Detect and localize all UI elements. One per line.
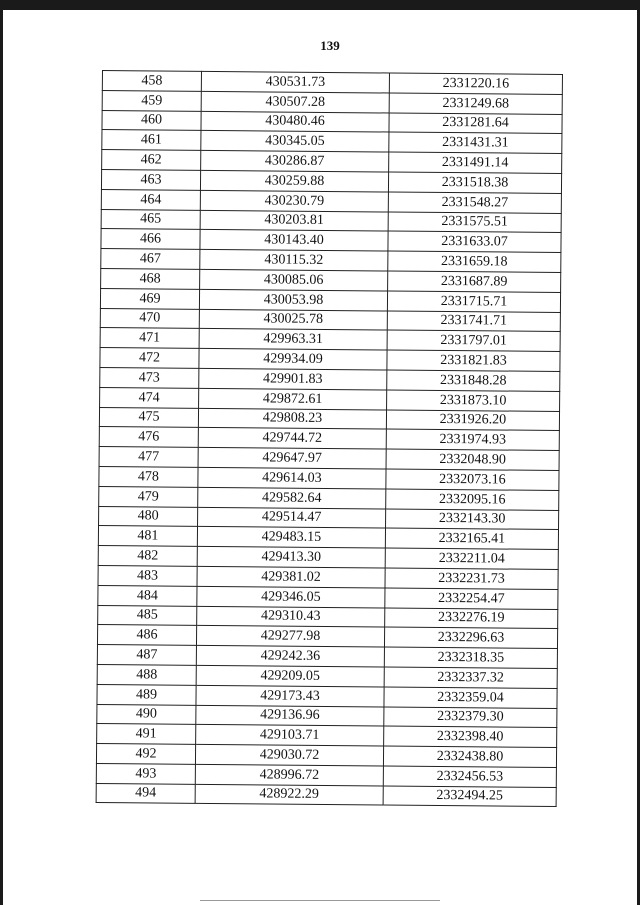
x-coordinate-cell: 429614.03 (198, 467, 386, 488)
x-coordinate-cell: 429209.05 (196, 665, 384, 686)
x-coordinate-cell: 430115.32 (200, 250, 388, 271)
x-coordinate-cell: 429413.30 (197, 546, 385, 567)
x-coordinate-cell: 429808.23 (198, 408, 386, 429)
y-coordinate-cell: 2331548.27 (388, 192, 561, 213)
point-id-cell: 462 (102, 150, 201, 171)
x-coordinate-cell: 428922.29 (195, 784, 383, 805)
point-id-cell: 486 (97, 625, 196, 646)
x-coordinate-cell: 429346.05 (197, 586, 385, 607)
y-coordinate-cell: 2331220.16 (389, 73, 562, 94)
x-coordinate-cell: 429872.61 (199, 388, 387, 409)
point-id-cell: 480 (99, 506, 198, 527)
x-coordinate-cell: 429310.43 (197, 606, 385, 627)
x-coordinate-cell: 429277.98 (196, 626, 384, 647)
x-coordinate-cell: 430531.73 (201, 71, 389, 92)
point-id-cell: 460 (102, 110, 201, 131)
y-coordinate-cell: 2331848.28 (387, 370, 560, 391)
page-number: 139 (320, 38, 340, 53)
y-coordinate-cell: 2332318.35 (384, 647, 557, 668)
point-id-cell: 463 (101, 169, 200, 190)
y-coordinate-cell: 2331715.71 (387, 291, 560, 312)
point-id-cell: 483 (98, 565, 197, 586)
x-coordinate-cell: 429030.72 (195, 744, 383, 765)
point-id-cell: 470 (100, 308, 199, 329)
y-coordinate-cell: 2332073.16 (386, 469, 559, 490)
point-id-cell: 478 (99, 466, 198, 487)
y-coordinate-cell: 2332211.04 (385, 548, 558, 569)
x-coordinate-cell: 429963.31 (199, 329, 387, 350)
y-coordinate-cell: 2331491.14 (389, 152, 562, 173)
coordinate-table (96, 70, 563, 807)
point-id-cell: 493 (96, 763, 195, 784)
point-id-cell: 494 (96, 783, 195, 804)
point-id-cell: 464 (101, 189, 200, 210)
y-coordinate-cell: 2332438.80 (383, 746, 556, 767)
x-coordinate-cell: 429483.15 (197, 527, 385, 548)
point-id-cell: 471 (100, 328, 199, 349)
x-coordinate-cell: 429901.83 (199, 368, 387, 389)
y-coordinate-cell: 2331633.07 (388, 231, 561, 252)
point-id-cell: 489 (97, 684, 196, 705)
scan-edge-top (0, 0, 640, 10)
point-id-cell: 481 (98, 526, 197, 547)
x-coordinate-cell: 429136.96 (196, 705, 384, 726)
point-id-cell: 466 (101, 229, 200, 250)
y-coordinate-cell: 2332048.90 (386, 449, 559, 470)
y-coordinate-cell: 2331518.38 (388, 172, 561, 193)
y-coordinate-cell: 2331687.89 (388, 271, 561, 292)
x-coordinate-cell: 430025.78 (199, 309, 387, 330)
y-coordinate-cell: 2331797.01 (387, 330, 560, 351)
point-id-cell: 488 (97, 664, 196, 685)
point-id-cell: 458 (102, 71, 201, 92)
x-coordinate-cell: 429242.36 (196, 645, 384, 666)
y-coordinate-cell: 2332254.47 (385, 588, 558, 609)
coordinate-table-body (96, 71, 562, 807)
x-coordinate-cell: 429173.43 (196, 685, 384, 706)
x-coordinate-cell: 430203.81 (200, 210, 388, 231)
scan-edge-left (0, 0, 3, 905)
y-coordinate-cell: 2331249.68 (389, 93, 562, 114)
y-coordinate-cell: 2332494.25 (383, 786, 556, 807)
point-id-cell: 479 (99, 486, 198, 507)
x-coordinate-cell: 429647.97 (198, 447, 386, 468)
y-coordinate-cell: 2331575.51 (388, 212, 561, 233)
y-coordinate-cell: 2331821.83 (387, 350, 560, 371)
x-coordinate-cell: 430286.87 (201, 151, 389, 172)
point-id-cell: 468 (101, 268, 200, 289)
x-coordinate-cell: 429381.02 (197, 566, 385, 587)
x-coordinate-cell: 429744.72 (198, 428, 386, 449)
x-coordinate-cell: 430480.46 (201, 111, 389, 132)
y-coordinate-cell: 2331926.20 (386, 410, 559, 431)
x-coordinate-cell: 430259.88 (200, 170, 388, 191)
point-id-cell: 482 (98, 546, 197, 567)
point-id-cell: 490 (97, 704, 196, 725)
point-id-cell: 465 (101, 209, 200, 230)
y-coordinate-cell: 2332143.30 (386, 509, 559, 530)
footer-rule (200, 900, 440, 901)
y-coordinate-cell: 2331741.71 (387, 311, 560, 332)
point-id-cell: 461 (102, 130, 201, 151)
y-coordinate-cell: 2332456.53 (383, 766, 556, 787)
point-id-cell: 459 (102, 90, 201, 111)
point-id-cell: 484 (98, 585, 197, 606)
x-coordinate-cell: 429103.71 (196, 725, 384, 746)
y-coordinate-cell: 2332296.63 (384, 627, 557, 648)
y-coordinate-cell: 2332398.40 (384, 726, 557, 747)
coordinate-table-container (96, 70, 559, 807)
y-coordinate-cell: 2332359.04 (384, 687, 557, 708)
y-coordinate-cell: 2331659.18 (388, 251, 561, 272)
x-coordinate-cell: 430230.79 (200, 190, 388, 211)
x-coordinate-cell: 429582.64 (198, 487, 386, 508)
point-id-cell: 487 (97, 645, 196, 666)
point-id-cell: 492 (96, 744, 195, 765)
y-coordinate-cell: 2332231.73 (385, 568, 558, 589)
y-coordinate-cell: 2331431.31 (389, 132, 562, 153)
point-id-cell: 475 (99, 407, 198, 428)
point-id-cell: 467 (101, 249, 200, 270)
x-coordinate-cell: 430053.98 (199, 289, 387, 310)
y-coordinate-cell: 2332165.41 (385, 528, 558, 549)
point-id-cell: 474 (100, 387, 199, 408)
y-coordinate-cell: 2332337.32 (384, 667, 557, 688)
x-coordinate-cell: 430085.06 (200, 269, 388, 290)
x-coordinate-cell: 430507.28 (201, 91, 389, 112)
x-coordinate-cell: 429514.47 (198, 507, 386, 528)
point-id-cell: 473 (100, 367, 199, 388)
y-coordinate-cell: 2331974.93 (386, 429, 559, 450)
point-id-cell: 477 (99, 447, 198, 468)
y-coordinate-cell: 2332379.30 (384, 706, 557, 727)
point-id-cell: 476 (99, 427, 198, 448)
x-coordinate-cell: 429934.09 (199, 349, 387, 370)
table-row (96, 783, 556, 807)
x-coordinate-cell: 430345.05 (201, 131, 389, 152)
x-coordinate-cell: 428996.72 (195, 764, 383, 785)
y-coordinate-cell: 2332095.16 (386, 489, 559, 510)
y-coordinate-cell: 2331873.10 (387, 390, 560, 411)
point-id-cell: 469 (100, 288, 199, 309)
y-coordinate-cell: 2332276.19 (385, 608, 558, 629)
x-coordinate-cell: 430143.40 (200, 230, 388, 251)
point-id-cell: 491 (97, 724, 196, 745)
point-id-cell: 472 (100, 348, 199, 369)
y-coordinate-cell: 2331281.64 (389, 113, 562, 134)
point-id-cell: 485 (98, 605, 197, 626)
